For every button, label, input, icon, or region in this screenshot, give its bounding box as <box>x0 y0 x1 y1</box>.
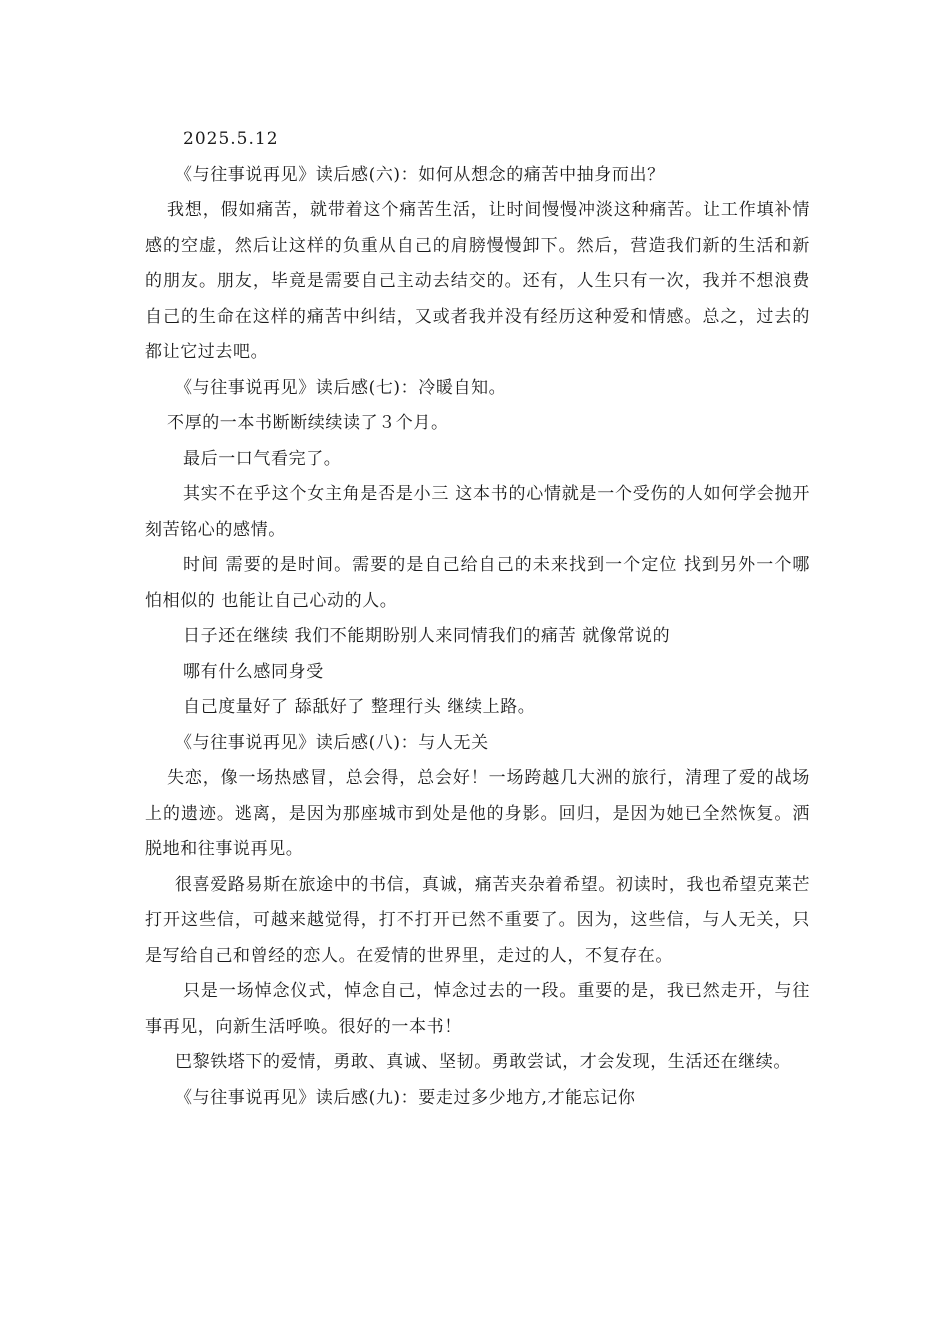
paragraph: 哪有什么感同身受 <box>183 661 324 682</box>
paragraph: 失恋，像一场热感冒，总会得，总会好！一场跨越几大洲的旅行，清理了爱的战场上的遗迹。逃离，是因为那座城市到处是他的身影。回归，是因为她已全然恢复。洒脱地和往事说再见。 <box>145 768 810 859</box>
date-line: 2025.5.12 <box>183 129 279 149</box>
paragraph: 其实不在乎这个女主角是否是小三 这本书的心情就是一个受伤的人如何学会抛开刻苦铭心的感情。 <box>145 484 810 540</box>
paragraph: 我想，假如痛苦，就带着这个痛苦生活，让时间慢慢冲淡这种痛苦。让工作填补情感的空虚，然后让这样的负重从自己的肩膀慢慢卸下。然后，营造我们新的生活和新的朋友。朋友，毕竟是需要自己主动去结交的。还有，人生只有一次，我并不想浪费自己的生命在这样的痛苦中纠结，又或者我并没有经历这种爱和情感。总之，过去的都让它过去吧。 <box>145 200 810 362</box>
paragraph: 自己度量好了 舔舐好了 整理行头 继续上路。 <box>183 697 536 717</box>
section-heading-7: 《与往事说再见》读后感(七)：冷暖自知。 <box>175 377 507 398</box>
document-body <box>145 122 810 1116</box>
paragraph: 最后一口气看完了。 <box>183 448 342 469</box>
section-heading-8: 《与往事说再见》读后感(八)：与人无关 <box>175 732 489 753</box>
paragraph: 很喜爱路易斯在旅途中的书信，真诚，痛苦夹杂着希望。初读时，我也希望克莱芒打开这些信，可越来越觉得，打不打开已然不重要了。因为，这些信，与人无关，只是写给自己和曾经的恋人。在爱情的世界里，走过的人，不复存在。 <box>145 874 810 966</box>
paragraph: 时间 需要的是时间。需要的是自己给自己的未来找到一个定位 找到另外一个哪怕相似的 也能让自己心动的人。 <box>145 555 810 611</box>
paragraph: 日子还在继续 我们不能期盼别人来同情我们的痛苦 就像常说的 <box>183 626 671 646</box>
paragraph: 只是一场悼念仪式，悼念自己，悼念过去的一段。重要的是，我已然走开，与往事再见，向新生活呼唤。很好的一本书！ <box>145 981 810 1037</box>
paragraph: 不厚的一本书断断续续读了３个月。 <box>167 413 449 433</box>
section-heading-9: 《与往事说再见》读后感(九)：要走过多少地方,才能忘记你 <box>175 1087 636 1108</box>
paragraph: 巴黎铁塔下的爱情，勇敢、真诚、坚韧。勇敢尝试，才会发现，生活还在继续。 <box>175 1052 791 1072</box>
section-heading-6: 《与往事说再见》读后感(六)：如何从想念的痛苦中抽身而出？ <box>175 164 665 185</box>
